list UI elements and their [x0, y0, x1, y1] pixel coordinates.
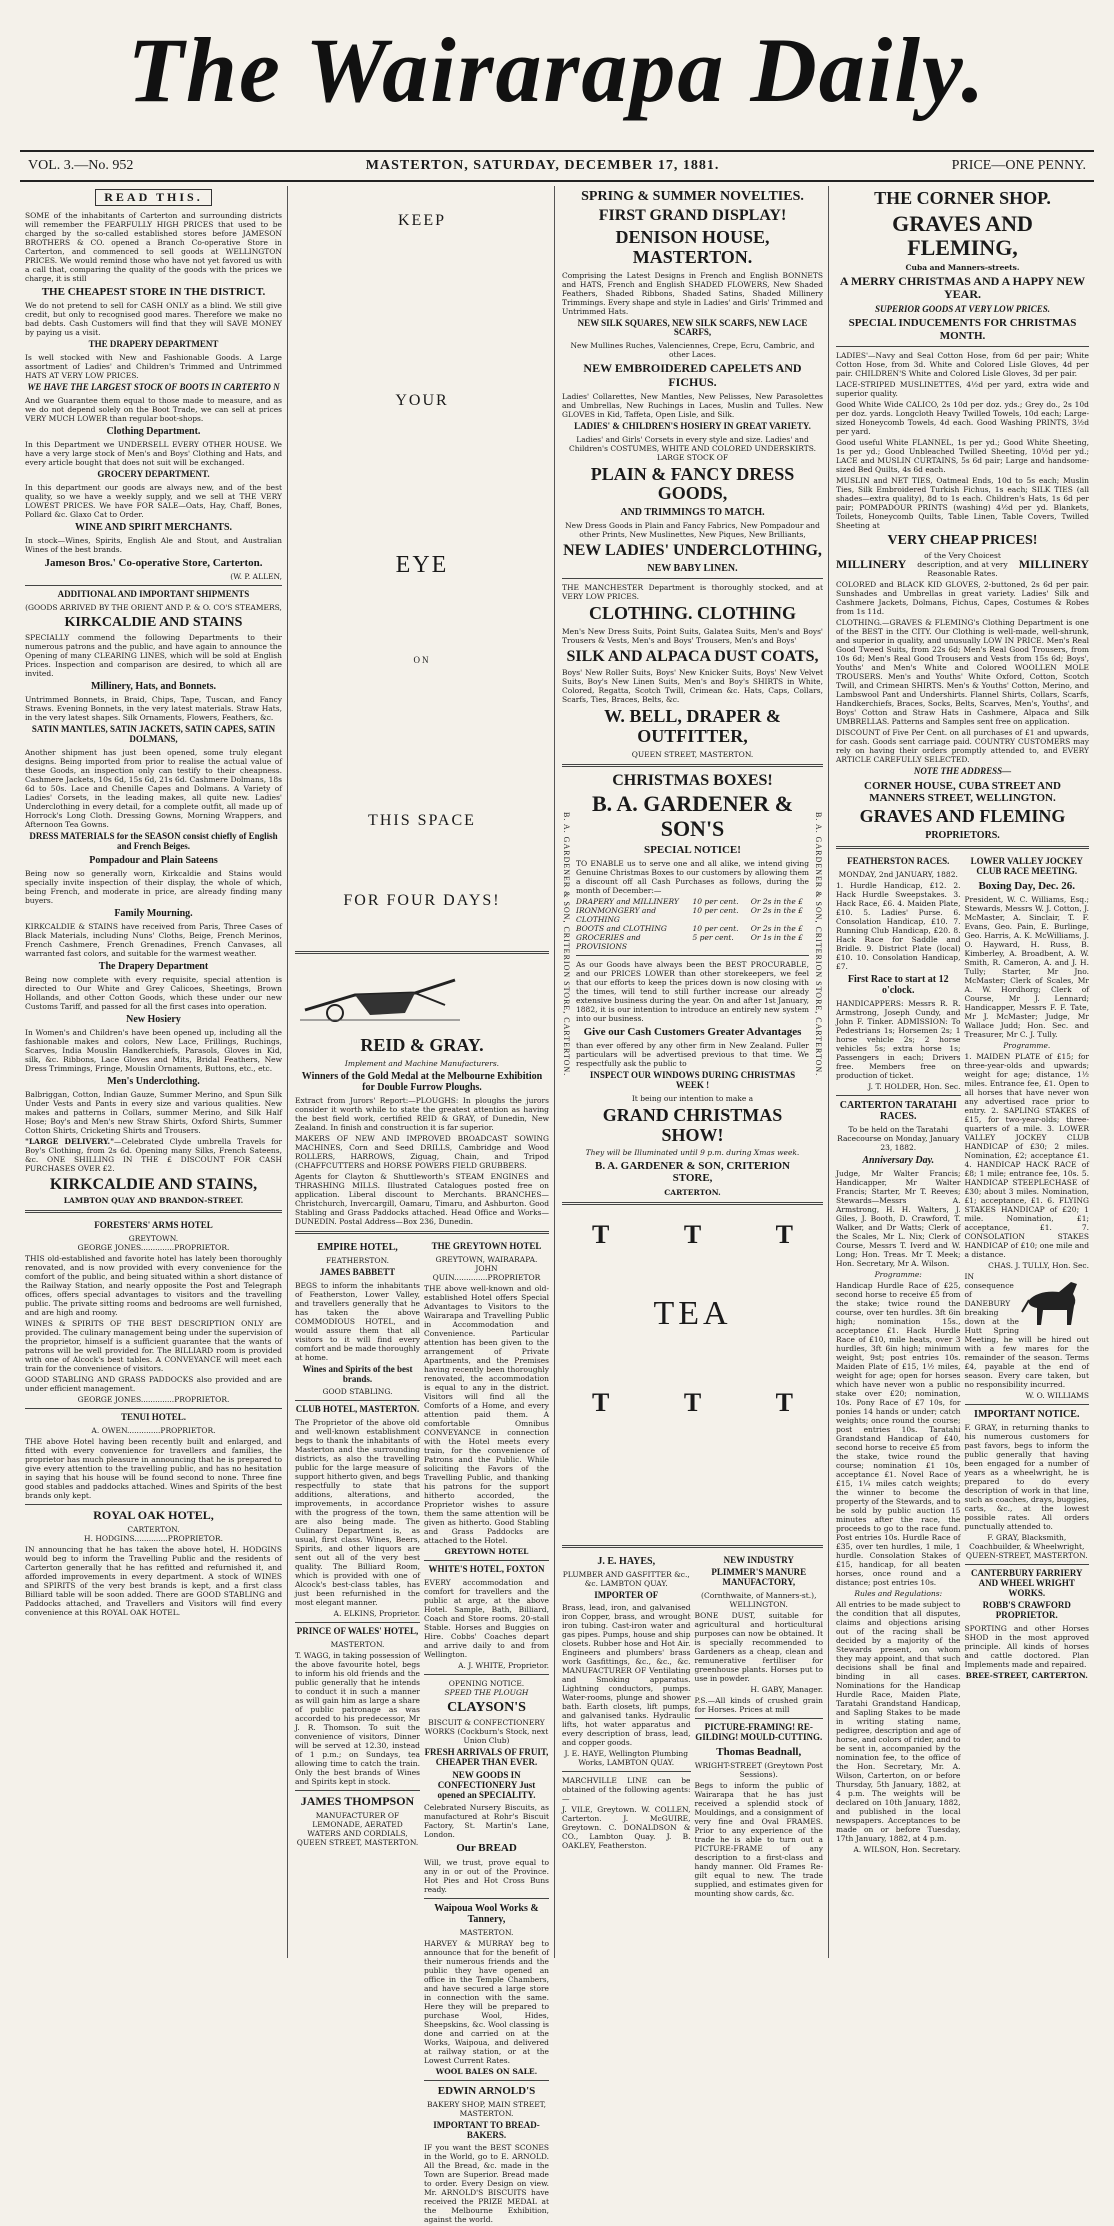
your-word: YOUR — [395, 392, 449, 409]
delivery-text: —Celebrated Clyde umbrella Travels for Boy's Clothing, from 2s 6d. Opening many Silks, French Sateens, &c. ONE SHILLING IN THE £ DISCOUNT FOR CASH PURCHASES OVER £2. — [25, 1136, 282, 1173]
silk-text: New Mullines Ruches, Valenciennes, Crepe, Ecru, Cambric, and other Laces. — [570, 341, 815, 360]
cash-customers-text: than ever offered by any other firm in New Zealand. Fuller particulars will be advertised previous to that time. We respectfully ask the public to — [576, 1040, 809, 1068]
kirkcaldie-intro: SPECIALLY commend the following Departments to their numerous patrons and the public, and have again to announce the Opening of many CLEARING LINES, which will be sold at English Prices. Inspection and comparison are desired, to which all are invited. — [25, 633, 282, 679]
cash-customers-heading: Give our Cash Customers Greater Advantages — [583, 1025, 802, 1038]
millinery-text: Untrimmed Bonnets, in Braid, Chips, Tape, Tuscan, and Fancy Straws. Evening Bonnets, in the very latest materials. Straw Hats, in the very latest shapes. Silk Ornaments, Flowers, Feathers, &c. — [25, 695, 282, 723]
greytown-signature: GREYTOWN HOTEL — [444, 1546, 529, 1556]
gardener-body: As our Goods have always been the BEST PROCURABLE, and our PRICES LOWER than other storekeepers, we feel that our efforts to keep the prices down is now closing with the times, will tend to still further increase our already extensive business during the year. On and after 1st January, 1882, it is our intention to introduce an entirely new system into our business. — [576, 959, 809, 1023]
column-2-lower-left — [295, 1239, 420, 2226]
royal-oak-text: IN announcing that he has taken the above hotel, H. HODGINS would beg to inform the Travelling Public and the residents of Carterton generally that he has refitted and refurnished it, and afforded improvements in every department. A stock of WINES and SPIRITS of the very best brands is kept, and a first class Billiard table will be soon added. There are GOOD STABLING and Paddocks attached, and Travellers and Visitors will find every convenience at this ROYAL OAK HOTEL. — [25, 1545, 282, 1618]
grocery-text: In this department our goods are always new, and of the best quality, so we have a weekly supply, and we sell at THE VERY LOWEST PRICES. We have FOR SALE—Oats, Hay, Chaff, Bones, Pollard &c. Glaxo Cat to Order. — [25, 482, 282, 519]
carterton-sub: To be held on the Taratahi Racecourse on Monday, January 23, 1882. — [837, 1124, 960, 1152]
edwin-heading: EDWIN ARNOLD'S — [437, 2084, 536, 2097]
muslin-text: MUSLIN and NET TIES, Oatmeal Ends, 10d to 5s each; Muslin Ties, Silk Embroidered Turkish Fichus, 1s each; SILK TIES (all shades—extra quality), 8d to 1s each. Children's Hats, 1s 6d per pair; POMPADOUR PRINTS (washing) 4½d per yd. Blankets, Toilets, Honeycomb Quilts, Table Linen, Table Covers, Twilled Sheeting at — [836, 475, 1089, 530]
greytown-prop: JOHN QUIN..............PROPRIETOR — [432, 1263, 541, 1282]
flannel-text: Good useful White FLANNEL, 1s per yd.; Good White Sheeting, 1s per yd.; Good Unbleached Twilled Sheeting, 10½d per yd.; LACE and MUSLIN CURTAINS, 5s 6d pair; Large and handsome-sized Bed Quilts, 4s 6d each. — [836, 437, 1089, 474]
plimmer-ps: P.S.—All kinds of crushed grain for Horses. Prices at mill — [694, 1696, 823, 1715]
cuba-manners: Cuba and Manners-streets. — [905, 263, 1020, 273]
t-letter: T — [775, 1219, 793, 1249]
grand-show-heading: GRAND CHRISTMAS SHOW! — [602, 1104, 783, 1145]
gardener-vertical-left: B. A. GARDENER & SON, CRITERION STORE, CARTERTON. — [562, 811, 571, 1076]
bell-heading: W. BELL, DRAPER & OUTFITTER, — [604, 706, 781, 746]
drapery2-text: Being now complete with every requisite, special attention is directed to Our White and Grey Calicoes, Sheetings, Brown Hollands, and other Cotton Goods, which these under our new Customs Tariff, and passed for all the first cases into operation. — [25, 974, 282, 1011]
picture-framing-heading: PICTURE-FRAMING! RE-GILDING! MOULD-CUTTING. — [695, 1722, 823, 1743]
claysons-sub: BISCUIT & CONFECTIONERY WORKS (Cockburn's Stock, next Union Club) — [424, 1717, 549, 1745]
column-3-lower — [562, 1553, 823, 1901]
calico-text: Good White Wide CALICO, 2s 10d per doz. yds.; Grey do., 2s 10d per doz. yards. Longcloth Heavy Twilled Towels, 10d each; Large-sized Honeycomb Towels, 4d each. Good Washing PRINTS, 3½d per yard. — [836, 399, 1089, 436]
important-notice-text: F. GRAY, in returning thanks to his numerous customers for past favors, begs to inform the public generally that having been engaged for a number of years as a wheelwright, he is prepared to do every description of work in that line, such as coaches, drays, buggies, carts, &c., at the lowest possible rates. All orders punctually attended to. — [964, 1422, 1089, 1531]
club-signature: A. ELKINS, Proprietor. — [333, 1609, 420, 1619]
anniversary-day: Anniversary Day. — [862, 1154, 935, 1166]
hayes-sub: PLUMBER AND GASFITTER &c., &c. LAMBTON QUAY. — [562, 1569, 690, 1588]
column-1 — [20, 186, 288, 1958]
cheapest-store-heading: THE CHEAPEST STORE IN THE DISTRICT. — [41, 286, 266, 299]
clothing-text: In this Department we UNDERSELL EVERY OTHER HOUSE. We have a very large stock of Men's and Boys' Clothing and Hats, and every article bought that does not suit will be exchanged. — [25, 440, 282, 468]
millinery-heading: Millinery, Hats, and Bonnets. — [90, 681, 216, 693]
mourning-text: KIRKCALDIE & STAINS have received from Paris, Three Cases of Black Materials, including Nuns' Cloths, Beige, French Merinos, French Cashmere, French Grenadines, French Canvases, all warranted fast colors, and suitable for the warmest weather. — [25, 921, 282, 958]
alpaca-text: Boys' New Roller Suits, Boys' New Knicker Suits, Boys' New Velvet Suits, Boy's New Linen Suits, Men's and Boy's SHIRTS in White, Colored, Regatta, Scotch Twill, Crimean &c. Hats, Caps, Collars, Scarfs, Ties, Braces, Belts, &c. — [562, 668, 823, 705]
robbs-address: BREE-STREET, CARTERTON. — [965, 1671, 1088, 1681]
issue-date: MASTERTON, SATURDAY, DECEMBER 17, 1881. — [365, 158, 720, 173]
spring-heading: SPRING & SUMMER NOVELTIES. — [581, 189, 804, 204]
pompadour-text: Being now so generally worn, Kirkcaldie and Stains would specially invite inspection of their display, the whole of which, being French, and moderate in price, are already finding many buyers. — [25, 868, 282, 905]
royal-oak-heading: ROYAL OAK HOTEL, — [93, 1508, 214, 1523]
lower-valley-heading: LOWER VALLEY JOCKEY CLUB RACE MEETING. — [970, 855, 1083, 876]
clothing-heading-3: CLOTHING. CLOTHING — [588, 602, 797, 623]
featherston-secretary: J. T. HOLDER, Hon. Sec. — [868, 1081, 961, 1091]
speed-plough: SPEED THE PLOUGH — [444, 1687, 529, 1697]
column-2-lower-right — [424, 1239, 549, 2226]
programme2-text: 1. MAIDEN PLATE of £15; for three-year-olds and upwards; weight for age; distance, 1½ miles. Entrance fee, £1. Open to all horses that have never won any advertised race prior to entry. 2. SAPLING STAKES of £15, for two-year-olds; three-quarters of a mile. 3. LOWER VALLEY JOCKEY CLUB HANDICAP of £30; 2 miles. Nomination, £2; acceptance £1. 4. HANDICAP HACK RACE of £8; 1 mile; entrance fee, 10s. 5. HANDICAP STEEPLECHASE of £30; about 3 miles. Nomination, £1; acceptance, £1. 6. FLYING STAKES HANDICAP of £20; 1 mile. Nomination, £1; acceptance, £1. 7. CONSOLATION STAKES HANDICAP of £10; one mile and a distance. — [964, 1051, 1089, 1259]
james-sub: MANUFACTURER OF LEMONADE, AERATED WATERS AND CORDIALS, — [307, 1811, 408, 1839]
foresters-text: THIS old-established and favorite hotel has lately been thoroughly renovated, and is now provided with every convenience for the comfort of the public, and being situated within a short distance of the Railway Station, and nearly opposite the Post and Telegraph offices, offers special advantages to visitors and the travelling public. The private sitting rooms and bedrooms are well furnished, and are high and roomy. — [25, 1254, 282, 1318]
edwin-text: IF you want the BEST SCONES in the World, go to E. ARNOLD. All the Bread, &c. made in the Town are Superior. Bread made to order. Every Design on view. Mr. ARNOLD'S BISCUITS have received the PRIZE MEDAL at the Melbourne Exhibition, against the world. — [424, 2143, 549, 2225]
foresters-stabling: GOOD STABLING AND GRASS PADDOCKS also provided and are under efficient management. — [25, 1375, 282, 1394]
jameson-store-name: Jameson Bros.' Co-operative Store, Carterton. — [44, 556, 263, 569]
wine-heading: WINE AND SPIRIT MERCHANTS. — [74, 521, 233, 533]
criterion-store: B. A. GARDENER & SON, CRITERION STORE, — [595, 1160, 790, 1185]
rules-signature: A. WILSON, Hon. Secretary. — [853, 1844, 961, 1854]
wales-heading: PRINCE OF WALES' HOTEL, — [296, 1626, 419, 1637]
t-letter: T — [592, 1387, 610, 1417]
criterion-place: CARTERTON. — [664, 1187, 721, 1197]
column-3 — [557, 186, 829, 1958]
grocery-heading: GROCERY DEPARTMENT. — [97, 469, 210, 480]
men-heading: Men's Underclothing. — [107, 1075, 200, 1087]
foresters-place: GREYTOWN. — [128, 1234, 179, 1244]
millinery-left: MILLINERY — [836, 556, 907, 571]
club-text: The Proprietor of the above old and well-known establishment begs to thank the inhabitants of Masterton and the surrounding districts, as also the travelling public for the large measure of support hitherto given, and begs respectfully to state that additions, alterations, and improvements, in accordance with the progress of the town, are also being made. The Culinary Department is, as usual, first class. Wines, Beers, Spirits, and other liquors are sent out all of the very best quality. The Billiard Room, which is provided with one of Alcock's best-class tables, has just been refurnished in the most elegant manner. — [295, 1418, 420, 1608]
large-stock: LARGE STOCK OF — [656, 452, 729, 462]
eye-word: EYE — [395, 552, 449, 578]
hayes-importer: IMPORTER OF — [594, 1589, 659, 1600]
important-notice-signature: F. GRAY, Blacksmith, Coachbuilder, & Wheelwright, QUEEN-STREET, MASTERTON. — [965, 1532, 1088, 1560]
canterbury-heading: CANTERBURY FARRIERY AND WHEEL WRIGHT WORKS. — [970, 1567, 1083, 1598]
reid-gray-medal: Winners of the Gold Medal at the Melbourne Exhibition for Double Furrow Ploughs. — [301, 1070, 543, 1093]
jameson-intro: SOME of the inhabitants of Carterton and surrounding districts will remember the FEARFULLY HIGH PRICES that used to be charged by the so-called established stores before JAMESON BROTHERS & CO. opened a Branch Co-operative Store in Carterton, and commenced to sell goods at WELLINGTON PRICES. We would remind those who have not yet favored us with a call that, comparing the quality of the goods with the prices we charge, it is still — [25, 211, 282, 284]
plain-fancy-heading: PLAIN & FANCY DRESS GOODS, — [590, 463, 795, 504]
embroidered-text: Ladies' Collarettes, New Mantles, New Pelisses, New Parasolettes and Umbrellas, New Ruchings in Laces, Muslin and Tulles. New GLOVES in Kid, Taffeta, Open Lisle, and Silk. — [562, 391, 823, 419]
rules-heading: Rules and Regulations: — [854, 1588, 943, 1598]
t-row-bottom — [562, 1387, 823, 1417]
underclothing-heading: NEW LADIES' UNDERCLOTHING, — [563, 542, 822, 560]
jameson-signature: (W. P. ALLEN, — [230, 572, 282, 582]
gardener-ad — [562, 772, 823, 1197]
boots-heading: WE HAVE THE LARGEST STOCK OF BOOTS IN CARTERTO N — [27, 382, 280, 393]
robbs-text: SPORTING and other Horses SHOD in the most approved principle. All kinds of horses and cattle doctored. Plan Implements made and repaired. — [964, 1624, 1089, 1670]
special-inducements: SPECIAL INDUCEMENTS FOR CHRISTMAS MONTH. — [848, 317, 1077, 342]
column-4 — [831, 186, 1094, 1958]
whites-heading: WHITE'S HOTEL, FOXTON — [428, 1563, 545, 1574]
shipments-heading: ADDITIONAL AND IMPORTANT SHIPMENTS — [57, 589, 250, 600]
mourning-heading: Family Mourning. — [114, 907, 193, 919]
t-letter: T — [683, 1387, 702, 1417]
masthead — [20, 10, 1094, 140]
dateline — [20, 150, 1094, 182]
confectionery-text: Celebrated Nursery Biscuits, as manufactured at Rohr's Biscuit Factory, St. Martin's Lane, London. — [424, 1803, 549, 1840]
delivery-heading: "LARGE DELIVERY." — [25, 1136, 114, 1146]
alpaca-heading: SILK AND ALPACA DUST COATS, — [566, 647, 819, 665]
discount-row: GROCERIES and PROVISIONS 5 per cent. Or 1s in the £ — [576, 932, 803, 951]
bread-text: Will, we trust, prove equal to any in or out of the Province. Hot Pies and Hot Cross Buns ready. — [424, 1857, 549, 1894]
t-row-top — [562, 1210, 823, 1249]
millinery-right: MILLINERY — [1018, 556, 1089, 571]
pompadour-heading: Pompadour and Plain Sateens — [89, 854, 218, 866]
empire-wines: Wines and Spirits of the best brands. — [302, 1363, 413, 1384]
reid-gray-heading: REID & GRAY. — [360, 1035, 484, 1055]
discount-row: BOOTS and CLOTHING 10 per cent. Or 2s in the £ — [576, 923, 803, 933]
marchville-text: MARCHVILLE LINE can be obtained of the following agents:— — [562, 1776, 691, 1804]
tenui-text: THE above Hotel having been recently built and enlarged, and fitted with every convenience for travellers and families, the proprietor has much pleasure in announcing that he is prepared to give every attention to the travelling public, and has no hesitation in saying that his house will be found second to none. Three fine good stables and paddocks attached. Wines and Spirits of the best brands only kept. — [25, 1437, 282, 1501]
foresters-heading: FORESTERS' ARMS HOTEL — [94, 1220, 213, 1231]
greytown-place: GREYTOWN, WAIRARAPA. — [435, 1254, 538, 1264]
christmas-boxes-heading: CHRISTMAS BOXES! — [612, 771, 773, 789]
gardener-vertical-right: B. A. GARDENER & SON, CRITERION STORE, CARTERTON. — [814, 811, 823, 1076]
graves-fleming-heading: GRAVES AND FLEMING, — [892, 210, 1033, 260]
column-4-lower — [836, 854, 1089, 1854]
empire-prop: JAMES BABBETT — [319, 1266, 396, 1277]
drapery2-heading: The Drapery Department — [98, 960, 209, 972]
marchville-agents: J. VILE, Greytown. W. COLLEN, Carterton. J. McGUIRE, Greytown. C. DONALDSON & CO., Lambton Quay. J. B. OAKLEY, Featherston. — [562, 1805, 691, 1851]
discount-row: DRAPERY and MILLINERY 10 per cent. Or 2s in the £ — [576, 896, 803, 906]
plimmer-signature: H. GABY, Manager. — [750, 1685, 823, 1695]
intention-text: It being our intention to make a — [631, 1093, 754, 1103]
plough-illustration — [295, 965, 465, 1025]
discount-row: IRONMONGERY and CLOTHING 10 per cent. Or 2s in the £ — [576, 905, 803, 924]
on-word: ON — [413, 655, 431, 665]
kirkcaldie-footer: KIRKCALDIE AND STAINS, — [49, 1175, 258, 1193]
carterton-races-heading: CARTERTON TARATAHI RACES. — [839, 1099, 957, 1122]
greytown-heading: THE GREYTOWN HOTEL — [431, 1240, 542, 1251]
gardener-intro: TO ENABLE us to serve one and all alike, we intend giving Genuine Christmas Boxes to our customers by allowing them a discount off all Cash Purchases as follows, during the month of December:— — [576, 858, 809, 895]
empire-place: FEATHERSTON. — [325, 1255, 390, 1265]
bread-heading: Our BREAD — [456, 1842, 517, 1855]
drapery-text: Is well stocked with New and Fashionable Goods. A Large assortment of Ladies' and Children's Trimmed and Untrimmed HATS AT VERY LOW PRICES. — [25, 353, 282, 381]
waipoua-text: HARVEY & MURRAY beg to announce that for the benefit of their numerous friends and the public they have opened an office in the Temple Chambers, and have secured a large store in connection with the same. Here they will be prepared to purchase Wool, Hides, Sheepskins, &c. Wool classing is done and carried on at the Works, Waipoua, and delivered at railway station, or at the Lowest Current Rates. — [424, 1938, 549, 2065]
tea-ad — [562, 1210, 823, 1540]
column-2-lower — [295, 1239, 549, 2226]
boots-text: And we Guarantee them equal to those made to measure, and as we do not depend solely on the Boot Trade, we can sell at prices VERY MUCH LOWER than regular boot-shops. — [25, 396, 282, 424]
note-address: NOTE THE ADDRESS— — [913, 766, 1012, 777]
featherston-handicap: HANDICAPPERS: Messrs R. R. Armstrong, Joseph Cundy, and John F. Tinker. ADMISSION: To Pedestrians 1s; Horsemen 2s; 1 horse vehicle 2s; 2 horse vehicles 5s; extra horse 1s; Passengers in each; Drivers free. Members free on production of ticket. — [836, 998, 961, 1080]
lower-valley-officials: President, W. C. Williams, Esq.; Stewards, Messrs W. J. Cotton, J. McMaster, A. Sinclair, T. F. Evans, Geo. Pain, E. Burlinge, Geo. Harris, A. K. McWilliams, J. O. Hayward, H. Russ, B. Kimberley, A. Broadbent, A. W. Smith, R. Cameron, A. and J. H. Tully; Starter, Mr Jno. McMaster; Clerk of Scales, Mr A. W. Hordhorg; Clerk of Course, Mr J. Lennard; Handicapper, Messrs F. F. Tate, Mr J. McMaster; Judge, Mr Wallace Judd; Hon. Sec. and Treasurer, Mr C. J. Tully. — [964, 894, 1089, 1039]
danebury-text: IN consequence of DANEBURY breaking down at the Hutt Spring Meeting, he will be hired out with a few mares for the remainder of the season. Terms £4, payable at the end of season. Every care taken, but no responsibility incurred. — [964, 1271, 1089, 1389]
empire-text: BEGS to inform the inhabitants of Featherston, Lower Valley, and travellers generally that he has taken the above COMMODIOUS HOTEL, and would assure them that all visitors to it will find every comfort and be made thoroughly at home. — [295, 1280, 420, 1362]
wales-place: MASTERTON. — [330, 1640, 385, 1650]
programme-heading: Programme: — [874, 1269, 922, 1279]
royal-oak-prop: H. HODGINS..............PROPRIETOR. — [84, 1534, 223, 1544]
ladies-text: LADIES'—Navy and Seal Cotton Hose, from 6d per pair; White Cotton Hose, from 3d. White and Colored Lisle Gloves, 4d per pair. CHILDREN'S White and Colored Lisle Gloves, 3d per pair. — [836, 350, 1089, 378]
plimmer-heading: PLIMMER'S MANURE MANUFACTORY, — [711, 1567, 807, 1588]
satins-text: Another shipment has just been opened, some truly elegant designs. Being imported from prior to realise the actual value of these Goods, an inspection only can testify to their cheapness. Cashmere Jackets, 10s 6d, 15s 6d, 21s 6d. Cashmere Dolmans, 18s 6d to 50s. Lace and Chenille Capes and Dolmans. A Variety of Ladies' Corsets, in the leading makes, all quite new. Ladies' Underclothing in every detail, for a complete outfit, all made up of Horrock's Long Cloth. Dressing Gowns, Morning Wrappers, and Afternoon Tea Gowns. — [25, 748, 282, 830]
reid-gray-report: Extract from Jurors' Report:—PLOUGHS: In ploughs the jurors consider it worth while to state the greatest attention as having the best field work, certified REID & GRAY, of Dunedin, New Zealand. In finish and construction it is far superior. — [295, 1095, 549, 1132]
denison-heading: DENISON HOUSE, MASTERTON. — [615, 226, 770, 267]
tenui-prop: A. OWEN..............PROPRIETOR. — [91, 1426, 216, 1436]
clothing-text-4: CLOTHING.—GRAVES & FLEMING's Clothing Department is one of the BEST in the CITY. Our Clothing is well-made, well-shrunk, and superior in quality, and unusually LOW IN PRICE. Men's Real Good Tweed Suits, from 22s 6d; Men's Real Good Trousers, from 10s 6d; Men's Real Good Trousers and Vests from 15s 6d; Boys', Youths' and Men's White and Colored WOOLLEN MOLE TROUSERS. Men's and Youths' White Oxford, Cotton, Scotch Twill, and Crimean SHIRTS. Men's & Youths' Cotton, Merino, and Lambswool Pant and Undershirts. Flannel Shirts, Collars, Scarfs, Handkerchiefs, Braces, Socks, Belts, Scarves, Men's, Youths', and Boys' Cotton and Straw Hats in Cashmere, Alpaca and Silk UMBRELLAS. Patterns and Samples sent free on application. — [836, 618, 1089, 727]
reid-gray-makers: MAKERS OF NEW AND IMPROVED BROADCAST SOWING MACHINES, Corn and Seed DRILLS, Cambridge and Wood ROLLERS, HARROWS, Ziguag, Chain, and Tripod (CHAFFCUTTERS and HORSE POWERS FIELD GRUBBERS. — [295, 1133, 549, 1170]
greytown-text: THE above well-known and old-established Hotel offers Special Advantages to Visitors to the Wairarapa and Travelling Public in Accommodation and Convenience. Particular attention has been given to the arrangement of Private Apartments, and the Premises having recently been thoroughly renovated, the accommodation is equal to any in the district. Visitors will find all the Comforts of a Home, and every attention paid them. A comfortable Omnibus CONVEYANCE in connection with the Hotel meets every train, for the convenience of Patrons and the Public. While soliciting the Favors of the Travelling Public, and thanking his patrons for the support hitherto accorded, the Proprietor wishes to assure them the same attention will be given as hitherto. Good Stabling and Grass Paddocks are attached to the Hotel. — [424, 1283, 549, 1545]
important-notice-heading: IMPORTANT NOTICE. — [974, 1408, 1080, 1420]
plimmer-text: BONE DUST, suitable for agricultural and horticultural purposes can now be obtained. It is specially recommended to Gardeners as a cheap, clean and remunerative fertiliser for greenhouse plants. Horses put to use in powder. — [694, 1611, 823, 1684]
danebury-signature: W. O. WILLIAMS — [1025, 1390, 1089, 1400]
hotel-ads-block — [25, 1218, 282, 1619]
superior-goods: SUPERIOR GOODS AT VERY LOW PRICES. — [874, 303, 1051, 314]
hayes-ad — [562, 1553, 691, 1901]
hosiery-heading: New Hosiery — [126, 1013, 181, 1025]
plimmer-ad — [695, 1553, 824, 1901]
hosiery-text: In Women's and Children's have been opened up, including all the fashionable makes and colors, New Lace, Frillings, Ruchings, Scarves, India Mouslin Handkerchiefs, Parasols, Gloves in Kid, silk, &c. Ribbons, Lace Gloves and Mits, Bridal Feathers, New Dress Trimmings, Fringe, Mouslin Ornaments, Buttons, etc., etc. — [25, 1027, 282, 1073]
manchester-text: THE MANCHESTER Department is thoroughly stocked, and at VERY LOW PRICES. — [562, 582, 823, 601]
foresters-prop: GEORGE JONES..............PROPRIETOR. — [77, 1243, 230, 1253]
hayes-heading: J. E. HAYES, — [597, 1555, 656, 1567]
reid-gray-agents: Agents for Clayton & Shuttleworth's STEAM ENGINES and THRASHING MILLS. Illustrated Catalogues posted free on application. Liberal discount to Merchants. BRANCHES—Christchurch, Invercargill, Oamaru, Timaru, and Ashburton. Good Stabling and Grass Paddocks attached. Head Office and Works—DUNEDIN. Postal Address—Box 236, Dunedin. — [295, 1171, 549, 1226]
denison-text: Comprising the Latest Designs in French and English BONNETS and HATS, French and English SHADED FLOWERS, New Shaded Feathers, Shaded Ribbons, Shaded Satins, Shaded Millinery Trimmings. Every shape and style in Ladies' and Girls' Trimmed and Untrimmed Hats. — [562, 270, 823, 316]
t-letter: T — [592, 1219, 610, 1249]
this-space-word: THIS SPACE — [368, 812, 476, 829]
tenui-heading: TENUI HOTEL. — [120, 1412, 187, 1423]
featherston-races-heading: FEATHERSTON RACES. — [847, 855, 950, 866]
hayes-signature: J. E. HAYE, Wellington Plumbing Works, LAMBTON QUAY. — [564, 1749, 689, 1768]
hayes-text: Brass, lead, iron, and galvanised iron Copper, brass, and wrought iron tubing. Cast-iron water and gas pipes. Pumps, house and ship closets. Rubber hose and Hot Air. Engineers and plumbers' brass work Gasfittings, &c., &c., &c. MANUFACTURER OF Ventilating and Smoking apparatus. Lightning conductors, pumps. Water-rooms, plunge and shower bath. Earth closets, lift pumps, and galvanised tanks. Hydraulic lifts, hot water apparatus and every description of brass, lead, and copper goods. — [562, 1603, 691, 1748]
robbs-heading: ROBB'S CRAWFORD PROPRIETOR. — [982, 1600, 1071, 1621]
trimmings-heading: AND TRIMMINGS TO MATCH. — [620, 507, 765, 519]
hosiery-text-3: Ladies' and Girls' Corsets in every style and size. Ladies' and Children's COSTUMES, WHITE AND COLORED UNDERSKIRTS. — [569, 434, 816, 453]
millinery-row — [836, 551, 1089, 578]
first-display: FIRST GRAND DISPLAY! — [598, 207, 787, 225]
men-text: Balbriggan, Cotton, Indian Gauze, Summer Merino, and Spun Silk Under Vests and Pants in every size and various qualities. New makes and patterns in Collars, summer Merino, and Silk Half Hose; Boy's and Men's new Straw Shirts, Oxford Shirts, Summer Cotton Shirts, Cricketing Shirts and Trousers. — [25, 1089, 282, 1135]
beadnall-sub: WRIGHT-STREET (Greytown Post Sessions). — [694, 1761, 823, 1780]
featherston-events: 1. Hurdle Handicap, £12. 2. Hack Hurdle Sweepstakes. 3. Hack Race, £6. 4. Maiden Plate, £10. 5. Ladies' Purse. 6. Consolation Handicap, £10. 7. Running Club Handicap, £20. 8. Hack Race for Saddle and Bridle. 9. District Plate (local) £10. 10. Consolation Handicap, £7. — [836, 880, 961, 971]
merry-christmas-heading: A MERRY CHRISTMAS AND A HAPPY NEW YEAR. — [839, 274, 1086, 302]
column-2 — [290, 186, 555, 2225]
horse-illustration — [1019, 1270, 1089, 1330]
keep-word: KEEP — [398, 212, 446, 229]
baby-linen: NEW BABY LINEN. — [647, 562, 738, 574]
whites-signature: A. J. WHITE, Proprietor. — [458, 1660, 549, 1670]
proprietors: PROPRIETORS. — [925, 829, 1000, 841]
first-race: First Race to start at 12 o'clock. — [847, 973, 949, 996]
beadnall-text: Begs to inform the public of Wairarapa that he has just received a splendid stock of Mouldings, and a consignment of very fine and Oval FRAMES. Prior to any experience of the trade he is able to turn out a PICTURE-FRAME of any description to a first-class and handy manner. Old Frames Re-gilt equal to new. The trade supplied, and estimates given for mounting show cards, &c. — [694, 1781, 823, 1899]
column-4-lower-right — [965, 854, 1090, 1854]
read-this-heading: READ THIS. — [95, 189, 211, 206]
t-letter: T — [775, 1387, 793, 1417]
column-4-lower-left — [836, 854, 961, 1854]
cash-note: We do not pretend to sell for CASH ONLY as a blind. We still give credit, but only to recognised good mares. Therefore we make no bad debts. Cash Customers will find that they will SAVE MONEY by paying us a visit. — [25, 301, 282, 338]
waipoua-wool: WOOL BALES ON SALE. — [435, 2066, 538, 2076]
lower-valley-signature: CHAS. J. TULLY, Hon. Sec. — [988, 1260, 1089, 1270]
rules-text: All entries to be made subject to the condition that all disputes, claims and objections arising out of the racing shall be decided by a majority of the Stewards present, on whom they may appoint, and that such decisions shall be final and binding in all cases. Nominations for the Handicap Hurdle Race, Maiden Plate, Taratahi Grandstand Handicap, and Sapling Stakes to be made in writing stating name, pedigree, description and age of horse, and colors of rider, and to be sent in, accompanied by the nomination fee, to the office of the Hon. Secretary, Mr. A. Wilson, Carterton, on or before Thursday, 5th January, 1882, at 4 p.m. The weights will be declared on 10th January, 1882, and published in the local newspapers. Acceptances to be made on or before Tuesday, 17th January, 1882, at 4 p.m. — [836, 1599, 961, 1843]
reid-gray-sub: Implement and Machine Manufacturers. — [344, 1058, 500, 1068]
graves-fleming-footer: GRAVES AND FLEMING — [859, 806, 1066, 827]
discount-table — [576, 897, 809, 951]
hosiery-heading-3: LADIES' & CHILDREN'S HOSIERY IN GREAT VARIETY. — [574, 420, 811, 431]
foresters-signature: GEORGE JONES..............PROPRIETOR. — [77, 1395, 230, 1405]
confectionery: NEW GOODS IN CONFECTIONERY Just opened an SPECIALITY. — [437, 1769, 536, 1800]
featherston-date: MONDAY, 2nd JANUARY, 1882. — [838, 869, 958, 879]
claysons-heading: CLAYSON'S — [447, 1699, 526, 1715]
industry-heading: NEW INDUSTRY — [723, 1554, 794, 1565]
tea-word: TEA — [653, 1294, 732, 1332]
trimmings-text: New Dress Goods in Plain and Fancy Fabrics, New Pompadour and other Prints, New Muslinettes, New Piques, New Brilliants, — [565, 521, 820, 540]
lace-text: LACE-STRIPED MUSLINETTES, 4½d per yard, extra wide and superior quality. — [836, 379, 1089, 398]
newspaper-title: The Wairarapa Daily. — [127, 19, 987, 121]
james-address: QUEEN STREET, MASTERTON. — [296, 1838, 419, 1848]
waipoua-heading: Waipoua Wool Works & Tannery, — [434, 1902, 539, 1925]
carterton-officials: Judge, Mr Walter Francis; Handicapper, Mr Walter Francis; Starter, Mr T. Reeves; Stewards—Messrs A. Armstrong, H. H. Walters, J. Giles, J. Booth, D. Crawford, T. Walker, and Dr Watts; Clerk of the Scales, Mr L. Nix; Clerk of Course, Messrs T. Iverd and W. Long; Hon. Treas. Mr T. Meek; Hon. Secretary, Mr A. Wilson. — [836, 1168, 961, 1268]
empire-heading: EMPIRE HOTEL, — [317, 1241, 398, 1253]
wales-text: T. WAGG, in taking possession of the above favourite hotel, begs to inform his old friends and the public generally that he intends to conduct it in such a manner as will gain him as large a share of public patronage as was accorded to his predecessor, Mr J. R. Thomson. To suit the convenience of visitors, Dinner will be served at 12.30, instead of 1 p.m.; on Sundays, tea allowing time to catch the train. Only the best brands of Wines and Spirits kept in stock. — [295, 1651, 420, 1787]
whites-text: EVERY accommodation and comfort for travellers and the public at arge, at the above Hotel. Sample, Bath, Billiard, Coach and Store rooms. 20-stall Stable. Horses and Buggies on Hire. Cobbs' Coaches depart and arrive daily to and from Wellington. — [424, 1577, 549, 1659]
discount-text: DISCOUNT of Five Per Cent. on all purchases of £1 and upwards, for cash. Goods sent carriage paid. COUNTRY CUSTOMERS may rely on having their orders promptly attended to, and EVERY ARTICLE CAREFULLY SELECTED. — [836, 728, 1089, 765]
colored-gloves-text: COLORED and BLACK KID GLOVES, 2-buttoned, 2s 6d per pair. Sunshades and Umbrellas in great variety. Ladies' Silk and Cashmere Jackets, Dolmans, Fichus, Capes, Costumes & Robes from 1s 11d. — [836, 580, 1089, 617]
illuminated-text: They will be Illuminated until 9 p.m. during Xmas week. — [585, 1148, 800, 1158]
edwin-sub: BAKERY SHOP, MAIN STREET, MASTERTON. — [427, 2099, 546, 2118]
programme-text: Handicap Hurdle Race of £25, second horse to receive £5 from the stake; twice round the course, over ten hurdles. 3ft 6in high; nomination 15s., acceptance £1. Hack Hurdle Race of £10, mile heats, over 3 hurdles, 3ft 6in high; minimum weight, 9st; post entries 10s. Maiden Plate of £15, 1½ miles, weight for age; open for horses which have never won a public stake over £20; nomination, 10s. Pony Race of £7 10s, for ponies 14 hands or under; catch weights; once round the course; post entries 10s. Taratahi Grandstand Handicap of £40, second horse to receive £5 from the stake, twice round the course; nomination £1 10s, acceptance £1. Novel Race of £15, 1¼ miles catch weights; the winner to become the property of the Stewards, and to be sold by public auction 15 minutes after the race, the proceeds to go to the race fund. Post entries 10s. Hurdle Race of £35, over ten hurdles, 1 mile, 1 hurdle. Consolation Stakes of £15, handicap, for all beaten horses, once round and a distance; post entries 10s. — [836, 1280, 961, 1587]
waipoua-place: MASTERTON. — [459, 1927, 514, 1937]
plimmer-sub: (Cornthwaite, of Manners-st.), WELLINGTON. — [701, 1591, 817, 1610]
kirkcaldie-address: LAMBTON QUAY AND BRANDON-STREET. — [63, 1196, 244, 1206]
foresters-ad — [25, 1218, 282, 1619]
fresh-arrivals: FRESH ARRIVALS OF FRUIT, CHEAPER THAN EVER. — [424, 1746, 549, 1767]
wine-text: In stock—Wines, Spirits, English Ale and Stout, and Australian Wines of the best brands. — [25, 535, 282, 554]
satins-heading: SATIN MANTLES, SATIN JACKETS, SATIN CAPES, SATIN DOLMANS, — [31, 724, 276, 745]
millinery-middle: of the Very Choicest description, and at very Reasonable Rates. — [917, 551, 1008, 579]
corner-shop-heading: THE CORNER SHOP. — [874, 188, 1051, 208]
foresters-wines: WINES & SPIRITS OF THE BEST DESCRIPTION ONLY are provided. The culinary management being under the supervision of the proprietor, himself is a sufficient guarantee that the wants of patrons will be well provided for. The BILLIARD room is provided with one of Alcock's best tables. A CONVEYANCE will meet each train for the convenience of visitors. — [25, 1319, 282, 1374]
clothing-heading: Clothing Department. — [106, 426, 201, 438]
boxing-day: Boxing Day, Dec. 26. — [978, 879, 1076, 892]
bell-address: QUEEN STREET, MASTERTON. — [631, 749, 754, 759]
edwin-important: IMPORTANT TO BREAD-BAKERS. — [433, 2119, 540, 2140]
opening-notice: OPENING NOTICE. — [448, 1678, 525, 1688]
price: PRICE—ONE PENNY. — [951, 158, 1086, 173]
volume-number: VOL. 3.—No. 952 — [28, 158, 134, 173]
keep-your-eye-ad — [295, 186, 549, 946]
silk-heading: NEW SILK SQUARES, NEW SILK SCARFS, NEW LACE SCARFS, — [577, 317, 808, 338]
special-notice: SPECIAL NOTICE! — [644, 843, 741, 856]
shipments-sub: (GOODS ARRIVED BY THE ORIENT AND P. & O. CO'S STEAMERS, — [25, 602, 282, 612]
embroidered-heading: NEW EMBROIDERED CAPELETS AND FICHUS. — [583, 361, 802, 389]
club-heading: CLUB HOTEL, MASTERTON. — [295, 1404, 420, 1415]
corner-address: CORNER HOUSE, CUBA STREET AND MANNERS STREET, WELLINGTON. — [864, 779, 1061, 804]
dress-materials: DRESS MATERIALS for the SEASON consist chiefly of English and French Beiges. — [29, 831, 278, 851]
james-heading: JAMES THOMPSON — [300, 1794, 415, 1809]
drapery-heading: THE DRAPERY DEPARTMENT — [88, 339, 219, 350]
inspect-windows: INSPECT OUR WINDOWS DURING CHRISTMAS WEEK ! — [589, 1069, 796, 1090]
empire-stabling: GOOD STABLING. — [322, 1387, 393, 1397]
gardener-heading: B. A. GARDENER & SON'S — [591, 791, 794, 841]
royal-oak-place: CARTERTON. — [127, 1525, 180, 1535]
very-cheap-heading: VERY CHEAP PRICES! — [887, 532, 1038, 548]
four-days-word: FOR FOUR DAYS! — [343, 892, 501, 909]
t-letter: T — [683, 1219, 702, 1249]
programme2-heading: Programme. — [1003, 1040, 1051, 1050]
beadnall-heading: Thomas Beadnall, — [716, 1745, 802, 1758]
kirkcaldie-heading: KIRKCALDIE AND STAINS — [64, 614, 243, 630]
clothing-text-3: Men's New Dress Suits, Point Suits, Galatea Suits, Men's and Boys' Trousers & Vests, Men's and Boys' Trousers, Men's and Boys' — [562, 626, 823, 645]
